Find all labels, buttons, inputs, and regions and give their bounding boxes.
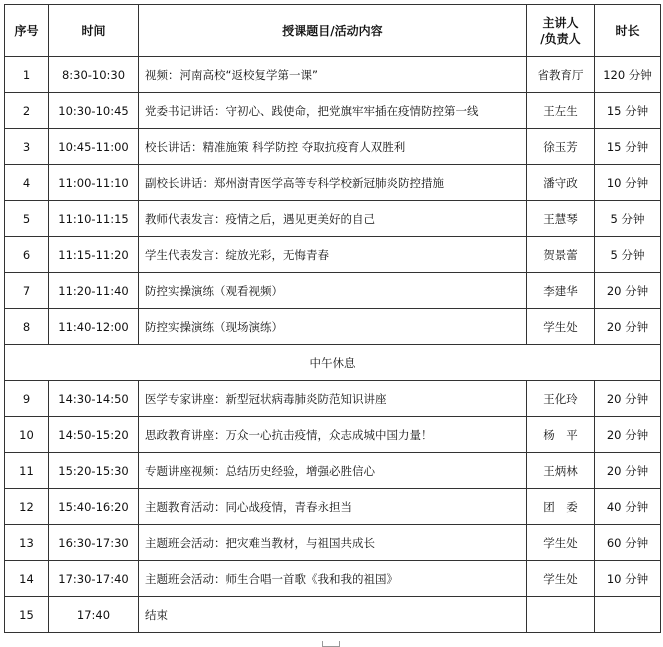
- table-row: [5, 57, 661, 93]
- cell-speaker: 学生处: [527, 525, 595, 561]
- cell-duration: 20 分钟: [595, 273, 661, 309]
- cell-index: 2: [5, 93, 49, 129]
- cell-speaker: 王炳林: [527, 453, 595, 489]
- cell-topic: 结束: [139, 597, 527, 633]
- cell-speaker: 徐玉芳: [527, 129, 595, 165]
- cell-index: 12: [5, 489, 49, 525]
- cell-topic: 主题班会活动：师生合唱一首歌《我和我的祖国》: [139, 561, 527, 597]
- cell-duration: 20 分钟: [595, 309, 661, 345]
- cell-index: 6: [5, 237, 49, 273]
- cell-index: 8: [5, 309, 49, 345]
- cell-duration: 40 分钟: [595, 489, 661, 525]
- cell-speaker: 李建华: [527, 273, 595, 309]
- cell-duration: 5 分钟: [595, 237, 661, 273]
- cell-time: 11:40-12:00: [49, 309, 139, 345]
- cell-time: 17:30-17:40: [49, 561, 139, 597]
- cell-time: 8:30-10:30: [49, 57, 139, 93]
- cell-index: 14: [5, 561, 49, 597]
- table-row: [5, 381, 661, 417]
- cell-time: 15:20-15:30: [49, 453, 139, 489]
- break-row: [5, 345, 661, 381]
- cell-time: 10:30-10:45: [49, 93, 139, 129]
- cell-speaker: 杨 平: [527, 417, 595, 453]
- cell-time: 11:00-11:10: [49, 165, 139, 201]
- cell-index: 15: [5, 597, 49, 633]
- cell-topic: 主题班会活动：把灾难当教材，与祖国共成长: [139, 525, 527, 561]
- afternoon-rows: [5, 381, 661, 633]
- cell-index: 5: [5, 201, 49, 237]
- table-end-mark: [322, 641, 340, 647]
- header-speaker: [527, 5, 595, 57]
- cell-duration: 10 分钟: [595, 561, 661, 597]
- cell-duration: 15 分钟: [595, 129, 661, 165]
- cell-speaker: 王左生: [527, 93, 595, 129]
- cell-speaker: 省教育厅: [527, 57, 595, 93]
- cell-speaker: 潘守政: [527, 165, 595, 201]
- cell-topic: 防控实操演练（观看视频）: [139, 273, 527, 309]
- cell-duration: 20 分钟: [595, 453, 661, 489]
- table-row: [5, 237, 661, 273]
- cell-index: 7: [5, 273, 49, 309]
- header-duration: 时长: [595, 5, 661, 57]
- header-index: 序号: [5, 5, 49, 57]
- cell-index: 13: [5, 525, 49, 561]
- cell-speaker: 贺景蕾: [527, 237, 595, 273]
- cell-duration: 15 分钟: [595, 93, 661, 129]
- cell-speaker: 王化玲: [527, 381, 595, 417]
- table-row: [5, 417, 661, 453]
- cell-time: 11:15-11:20: [49, 237, 139, 273]
- cell-duration: 5 分钟: [595, 201, 661, 237]
- header-topic: 授课题目/活动内容: [139, 5, 527, 57]
- table-row: [5, 453, 661, 489]
- cell-topic: 防控实操演练（现场演练）: [139, 309, 527, 345]
- cell-time: 17:40: [49, 597, 139, 633]
- cell-index: 4: [5, 165, 49, 201]
- cell-topic: 思政教育讲座：万众一心抗击疫情，众志成城中国力量！: [139, 417, 527, 453]
- cell-index: 10: [5, 417, 49, 453]
- cell-time: 14:30-14:50: [49, 381, 139, 417]
- break-label: 中午休息: [5, 345, 661, 381]
- cell-topic: 党委书记讲话：守初心、践使命，把党旗牢牢插在疫情防控第一线: [139, 93, 527, 129]
- table-row: [5, 309, 661, 345]
- cell-time: 10:45-11:00: [49, 129, 139, 165]
- table-row: [5, 273, 661, 309]
- cell-speaker: 学生处: [527, 561, 595, 597]
- table-row: [5, 201, 661, 237]
- cell-duration: 10 分钟: [595, 165, 661, 201]
- cell-duration: [595, 597, 661, 633]
- cell-index: 3: [5, 129, 49, 165]
- cell-speaker: 学生处: [527, 309, 595, 345]
- schedule-table: [4, 4, 661, 633]
- header-time: 时间: [49, 5, 139, 57]
- break-section: [5, 345, 661, 381]
- cell-topic: 医学专家讲座：新型冠状病毒肺炎防范知识讲座: [139, 381, 527, 417]
- cell-duration: 60 分钟: [595, 525, 661, 561]
- cell-time: 14:50-15:20: [49, 417, 139, 453]
- cell-duration: 120 分钟: [595, 57, 661, 93]
- cell-topic: 教师代表发言：疫情之后，遇见更美好的自己: [139, 201, 527, 237]
- cell-speaker: 团 委: [527, 489, 595, 525]
- cell-speaker: 王慧琴: [527, 201, 595, 237]
- table-row: [5, 489, 661, 525]
- cell-index: 1: [5, 57, 49, 93]
- cell-index: 11: [5, 453, 49, 489]
- cell-duration: 20 分钟: [595, 381, 661, 417]
- header-speaker-line1: 主讲人: [542, 15, 579, 30]
- cell-time: 11:10-11:15: [49, 201, 139, 237]
- table-row: [5, 129, 661, 165]
- cell-duration: 20 分钟: [595, 417, 661, 453]
- cell-time: 16:30-17:30: [49, 525, 139, 561]
- table-row: [5, 525, 661, 561]
- table-row: [5, 597, 661, 633]
- cell-topic: 学生代表发言：绽放光彩，无悔青春: [139, 237, 527, 273]
- header-speaker-line2: /负责人: [540, 31, 581, 46]
- table-row: [5, 561, 661, 597]
- cell-topic: 主题教育活动：同心战疫情，青春永担当: [139, 489, 527, 525]
- cell-time: 11:20-11:40: [49, 273, 139, 309]
- cell-topic: 专题讲座视频：总结历史经验，增强必胜信心: [139, 453, 527, 489]
- header-row: [5, 5, 661, 57]
- cell-topic: 视频：河南高校“返校复学第一课”: [139, 57, 527, 93]
- cell-topic: 校长讲话：精准施策 科学防控 夺取抗疫育人双胜利: [139, 129, 527, 165]
- cell-topic: 副校长讲话：郑州澍青医学高等专科学校新冠肺炎防控措施: [139, 165, 527, 201]
- cell-time: 15:40-16:20: [49, 489, 139, 525]
- cell-speaker: [527, 597, 595, 633]
- table-row: [5, 165, 661, 201]
- table-row: [5, 93, 661, 129]
- cell-index: 9: [5, 381, 49, 417]
- morning-rows: [5, 57, 661, 345]
